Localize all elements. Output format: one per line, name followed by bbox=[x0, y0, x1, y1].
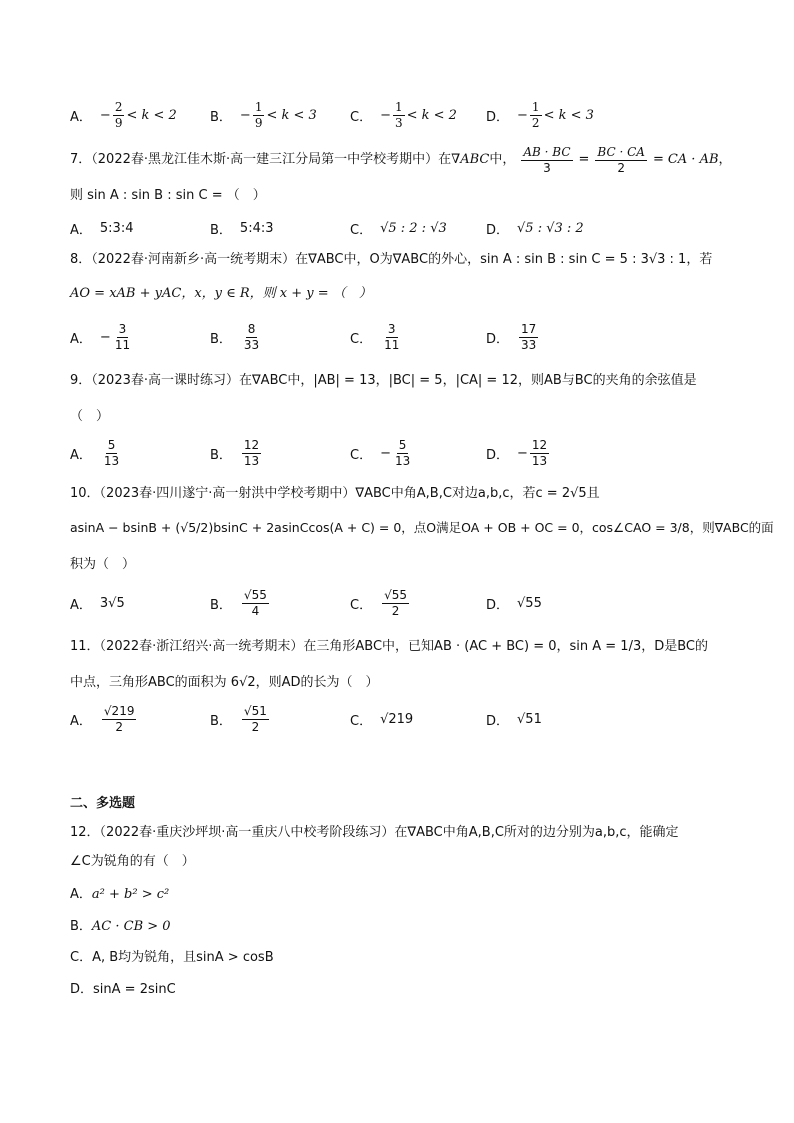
q6-options bbox=[70, 98, 730, 132]
q10-option-a[interactable]: A． 3√5 bbox=[70, 595, 125, 613]
q7-option-c[interactable]: C． √5 : 2 : √3 bbox=[350, 220, 447, 238]
q9-line2: （ ） bbox=[70, 409, 110, 424]
q11-option-c[interactable]: C． √219 bbox=[350, 711, 414, 729]
q7-line2: 则 sin A : sin B : sin C = （ ） bbox=[70, 188, 266, 203]
q12-line2: ∠C为锐角的有（ ） bbox=[70, 854, 195, 869]
q8-stem: 8．（2022春·河南新乡·高一统考期末）在∇ABC中，O为∇ABC的外心，sin A : sin B : sin C = 5 : 3√3 : 1，若 bbox=[70, 252, 713, 267]
q12-option-d[interactable]: D．sinA = 2sinC bbox=[70, 982, 176, 997]
q9-option-d[interactable]: D． − $\frac{12}{13}$ bbox=[486, 437, 548, 468]
section-heading-multiple-choice: 二、多选题 bbox=[70, 796, 136, 811]
q7-option-b[interactable]: B． 5:4:3 bbox=[210, 220, 274, 238]
q10-option-d[interactable]: D． √55 bbox=[486, 595, 542, 613]
q6-option-c[interactable]: C． − $\frac{1}{3}$ < k < 2 bbox=[350, 99, 457, 130]
q6-option-d[interactable]: D． − $\frac{1}{2}$ < k < 3 bbox=[486, 99, 594, 130]
q12-option-a[interactable]: A．a² + b² > c² bbox=[70, 887, 170, 902]
q7-option-a[interactable]: A． 5:3:4 bbox=[70, 220, 134, 238]
q10-line3: 积为（ ） bbox=[70, 557, 136, 572]
q12-option-b[interactable]: B．AC · CB > 0 bbox=[70, 919, 171, 934]
q10-option-c[interactable]: C． $\frac{√55}{2}$ bbox=[350, 587, 407, 618]
q8-line2: AO = xAB + yAC，x，y ∈ R，则 x + y = （ ） bbox=[70, 286, 372, 301]
q9-stem: 9．（2023春·高一课时练习）在∇ABC中，|AB| = 13，|BC| = 5，|CA| = 12，则AB与BC的夹角的余弦值是 bbox=[70, 373, 697, 388]
q8-option-d[interactable]: D． $\frac{17}{33}$ bbox=[486, 321, 537, 352]
q12-stem: 12．（2022春·重庆沙坪坝·高一重庆八中校考阶段练习）在∇ABC中角A,B,C所对的边分别为a,b,c，能确定 bbox=[70, 825, 679, 840]
q7-option-d[interactable]: D． √5 : √3 : 2 bbox=[486, 220, 584, 238]
q9-options bbox=[70, 436, 730, 470]
q10-option-b[interactable]: B． $\frac{√55}{4}$ bbox=[210, 587, 267, 618]
q9-option-b[interactable]: B． $\frac{12}{13}$ bbox=[210, 437, 260, 468]
q10-stem: 10．（2023春·四川遂宁·高一射洪中学校考期中）∇ABC中角A,B,C对边a,b,c，若c = 2√5且 bbox=[70, 486, 600, 501]
q8-option-c[interactable]: C． $\frac{3}{11}$ bbox=[350, 321, 400, 352]
q11-line2: 中点，三角形ABC的面积为 6√2，则AD的长为（ ） bbox=[70, 675, 379, 690]
q6-option-a[interactable]: A． − $\frac{2}{9}$ < k < 2 bbox=[70, 99, 177, 130]
q6-option-b[interactable]: B． − $\frac{1}{9}$ < k < 3 bbox=[210, 99, 317, 130]
q11-option-a[interactable]: A． $\frac{√219}{2}$ bbox=[70, 703, 135, 734]
q8-option-b[interactable]: B． $\frac{8}{33}$ bbox=[210, 321, 260, 352]
q8-options bbox=[70, 320, 730, 354]
q11-option-d[interactable]: D． √51 bbox=[486, 711, 542, 729]
q7-options bbox=[70, 211, 730, 245]
q9-option-a[interactable]: A． $\frac{5}{13}$ bbox=[70, 437, 120, 468]
q8-option-a[interactable]: A． − $\frac{3}{11}$ bbox=[70, 321, 131, 352]
q11-stem: 11．（2022春·浙江绍兴·高一统考期末）在三角形ABC中，已知AB · (AC + BC) = 0，sin A = 1/3，D是BC的 bbox=[70, 639, 709, 654]
q9-option-c[interactable]: C． − $\frac{5}{13}$ bbox=[350, 437, 411, 468]
q7-stem: 7．（2022春·黑龙江佳木斯·高一建三江分局第一中学校考期中）在 ∇ABC 中， $\frac{AB \cdot BC}{3}$ = $\frac{BC \cdot CA}{2}$ = CA · AB ， bbox=[70, 144, 732, 175]
q11-options bbox=[70, 702, 730, 736]
q10-line2: asinA − bsinB + (√5/2)bsinC + 2asinCcos(A + C) = 0，点O满足OA + OB + OC = 0，cos∠CAO = 3/8，则∇ABC的面 bbox=[70, 520, 774, 535]
q11-option-b[interactable]: B． $\frac{√51}{2}$ bbox=[210, 703, 267, 734]
q10-options bbox=[70, 586, 730, 620]
q12-option-c[interactable]: C．A, B均为锐角，且sinA > cosB bbox=[70, 950, 274, 965]
